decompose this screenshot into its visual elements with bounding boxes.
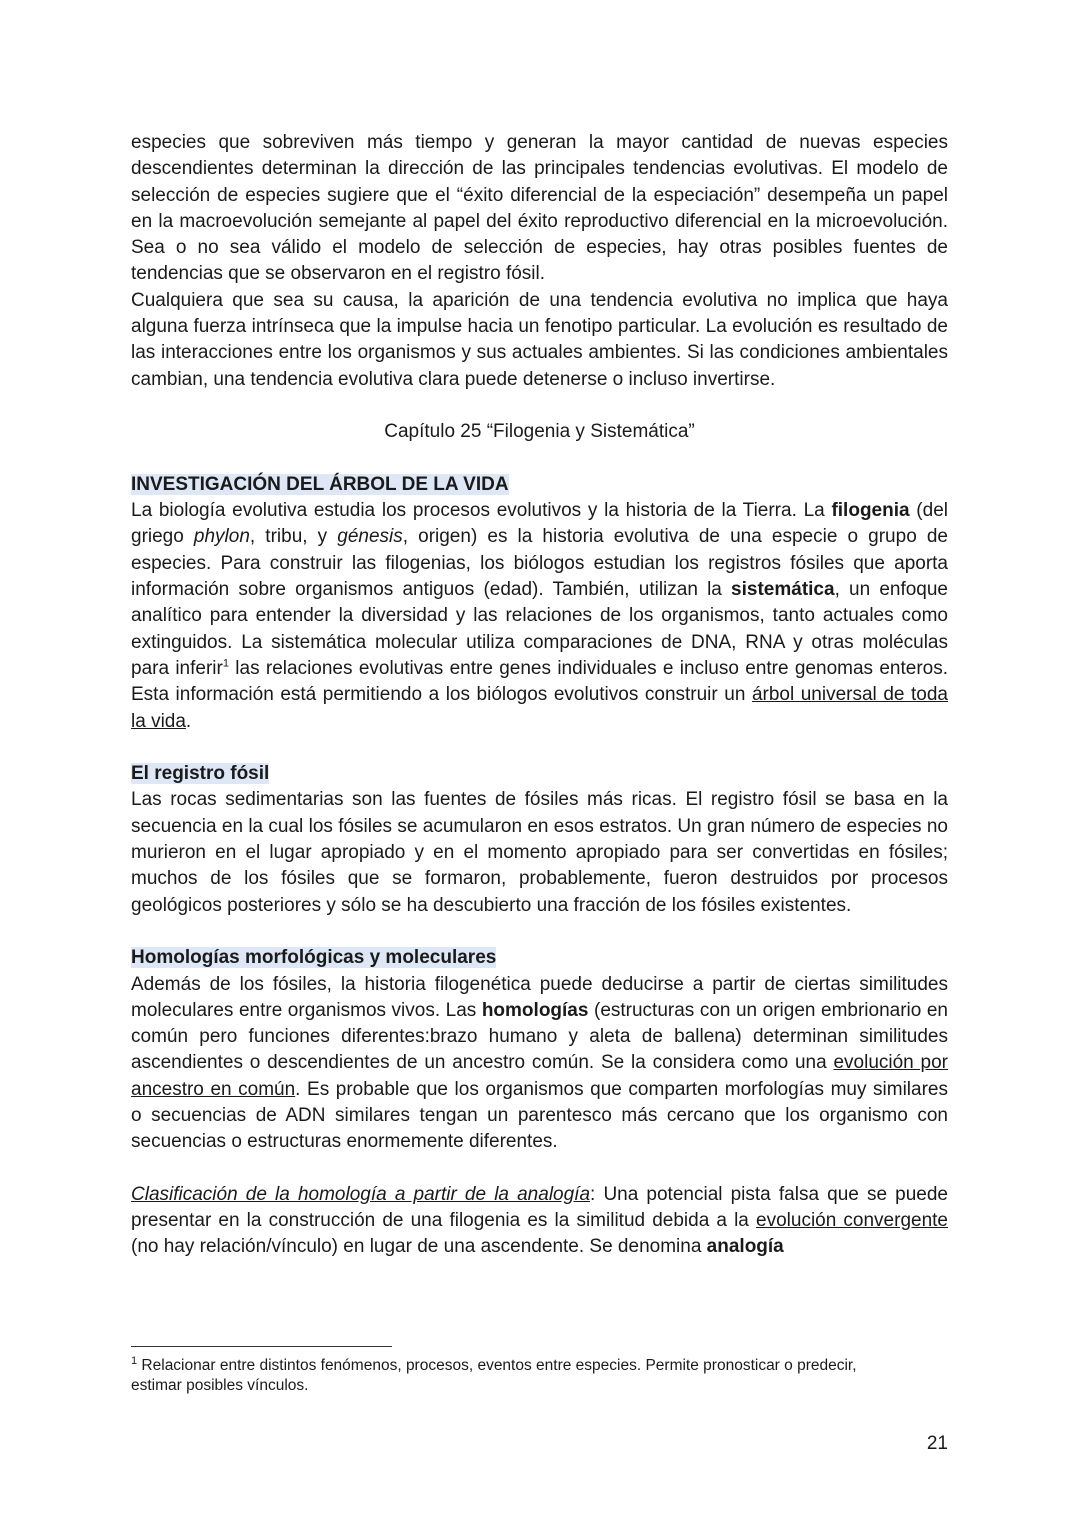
page-body <box>131 130 948 1261</box>
section-arbol-paragraph: La biología evolutiva estudia los procesos evolutivos y la historia de la Tierra. La filogenia (del griego phylon, tribu, y génesis, origen) es la historia evolutiva de una especie o grupo de especies. Para construir las filogenias, los biólogos estudian los registros fósiles que aporta información sobre organismos antiguos (edad). También, utilizan la sistemática, un enfoque analítico para entender la diversidad y las relaciones de los organismos, tanto actuales como extinguidos. La sistemática molecular utiliza comparaciones de DNA, RNA y otras moléculas para inferir$^1$ las relaciones evolutivas entre genes individuales e incluso entre genomas enteros. Esta información está permitiendo a los biólogos evolutivos construir un árbol universal de toda la vida. <box>131 500 948 732</box>
footnote <box>131 1356 911 1396</box>
section-analogia-paragraph: Clasificación de la homología a partir de la analogía: Una potencial pista falsa que se puede presentar en la construcción de una filogenia es la similitud debida a la evolución convergente (no hay relación/vínculo) en lugar de una ascendente. Se denomina analogía <box>131 1183 948 1258</box>
footnote-reference: 1 <box>222 657 229 670</box>
intro-paragraph-2: Cualquiera que sea su causa, la aparición de una tendencia evolutiva no implica que haya alguna fuerza intrínseca que la impulse hacia un fenotipo particular. La evolución es resultado de las interacciones entre los organismos y sus actuales ambientes. Si las condiciones ambientales cambian, una tendencia evolutiva clara puede detenerse o incluso invertirse. <box>131 289 948 390</box>
page-number: 21 <box>926 1433 948 1454</box>
footnote-divider <box>131 1346 392 1347</box>
section-heading-registro-text: El registro fósil <box>131 763 270 785</box>
footnote-mark: 1 <box>131 1354 138 1367</box>
footnote-text: Relacionar entre distintos fenómenos, procesos, eventos entre especies. Permite pronosticar o predecir, estimar posibles vínculos. <box>131 1357 857 1394</box>
chapter-title: Capítulo 25 “Filogenia y Sistemática” <box>384 421 695 443</box>
section-registro-paragraph: Las rocas sedimentarias son las fuentes de fósiles más ricas. El registro fósil se basa en la secuencia en la cual los fósiles se acumularon en esos estratos. Un gran número de especies no murieron en el lugar apropiado y en el momento apropiado para ser convertidas en fósiles; muchos de los fósiles que se formaron, probablemente, fueron destruidos por procesos geológicos posteriores y sólo se ha descubierto una fracción de los fósiles existentes. <box>131 789 948 916</box>
section-heading-homologias-text: Homologías morfológicas y moleculares <box>131 947 497 969</box>
section-heading-registro <box>131 761 948 787</box>
intro-paragraph-1: especies que sobreviven más tiempo y generan la mayor cantidad de nuevas especies descendientes determinan la dirección de las principales tendencias evolutivas. El modelo de selección de especies sugiere que el “éxito diferencial de la especiación” desempeña un papel en la macroevolución semejante al papel del éxito reproductivo diferencial en la microevolución. Sea o no sea válido el modelo de selección de especies, hay otras posibles fuentes de tendencias que se observaron en el registro fósil. <box>131 132 948 285</box>
section-heading-homologias <box>131 945 948 971</box>
section-homologias-paragraph: Además de los fósiles, la historia filogenética puede deducirse a partir de ciertas similitudes moleculares entre organismos vivos. Las homologías (estructuras con un origen embrionario en común pero funciones diferentes:brazo humano y aleta de ballena) determinan similitudes ascendientes o descendientes de un ancestro común. Se la considera como una evolución por ancestro en común. Es probable que los organismos que comparten morfologías muy similares o secuencias de ADN similares tengan un parentesco más cercano que los organismo con secuencias o estructuras enormemente diferentes. <box>131 973 949 1153</box>
section-heading-arbol <box>131 472 948 498</box>
section-heading-arbol-text: INVESTIGACIÓN DEL ÁRBOL DE LA VIDA <box>131 473 509 495</box>
